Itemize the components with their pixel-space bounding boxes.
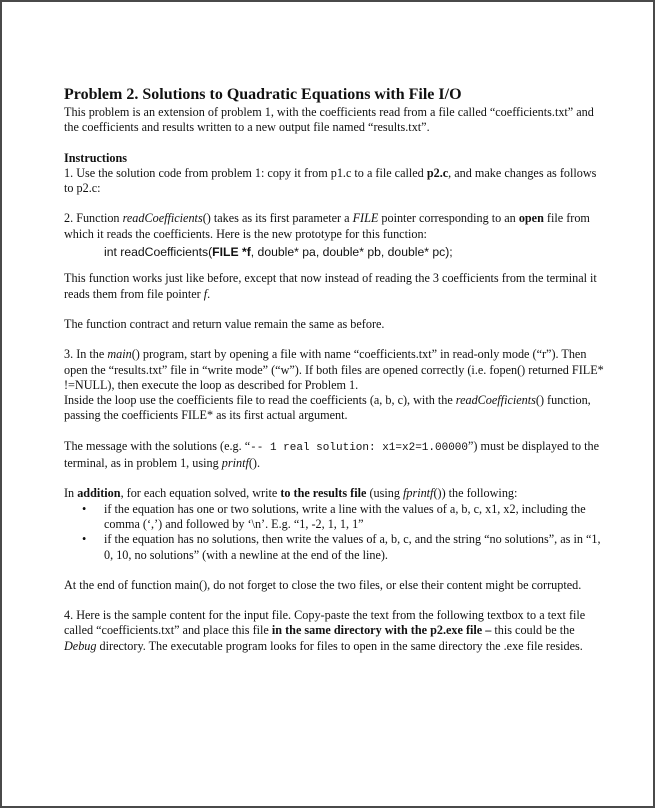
step-2-paragraph: 2. Function readCoefficients() takes as its first parameter a FILE pointer corresponding to an open file from which it reads the coefficients. Here is the new prototype for this function: xyxy=(64,211,590,241)
step-3-paragraph: 3. In the main() program, start by opening a file with name “coefficients.txt” in read-only mode (“r”). Then open the “results.txt” file in “write mode” (“w”). If both files are opened correctly (i.e. fopen() returned FILE* !=NULL), then execute the loop as described for Problem 1. Inside the loop use the coefficients file to read the coefficients (a, b, c), with the readCoefficients() function, passing the coefficients FILE* as its first actual argument. xyxy=(64,347,604,423)
step-4-paragraph: 4. Here is the sample content for the input file. Copy-paste the text from the following textbox to a text file called “coefficients.txt” and place this file in the same directory with the p2.exe file – this could be the Debug directory. The executable program looks for files to open in the same directory the .exe file resides. xyxy=(64,608,586,653)
results-bullet-list xyxy=(64,502,604,563)
list-item: • if the equation has one or two solutions, write a line with the values of a, b, c, x1, x2, including the comma (‘,’) and followed by ‘\n’. E.g. “1, -2, 1, 1, 1” xyxy=(82,501,586,531)
reading-explanation: This function works just like before, except that now instead of reading the 3 coefficients from the terminal it reads them from file pointer f. xyxy=(64,271,597,301)
close-files-paragraph: At the end of function main(), do not forget to close the two files, or else their content might be corrupted. xyxy=(64,577,582,592)
addition-paragraph: In addition, for each equation solved, write to the results file (using fprintf()) the following: xyxy=(64,486,518,501)
instructions-heading: Instructions xyxy=(64,150,127,165)
document-content xyxy=(64,86,604,654)
intro-paragraph: This problem is an extension of problem 1, with the coefficients read from a file called “coefficients.txt” and the coefficients and results written to a new output file named “results.txt”. xyxy=(64,105,594,135)
bullet-icon: • xyxy=(82,501,87,516)
step-1-paragraph: 1. Use the solution code from problem 1: copy it from p1.c to a file called p2.c, and make changes as follows to p2.c: xyxy=(64,165,597,196)
list-item: • if the equation has no solutions, then write the values of a, b, c, and the string “no solutions”, as in “1, 0, 10, no solutions” (with a newline at the end of the line). xyxy=(82,532,601,562)
function-prototype: int readCoefficients(FILE *f, double* pa, double* pb, double* pc); xyxy=(104,245,453,260)
bullet-icon: • xyxy=(82,532,87,547)
contract-paragraph: The function contract and return value remain the same as before. xyxy=(64,316,385,331)
message-paragraph: The message with the solutions (e.g. “-- 1 real solution: x1=x2=1.00000”) must be displayed to the terminal, as in problem 1, using printf(). xyxy=(64,438,600,471)
problem-title: Problem 2. Solutions to Quadratic Equations with File I/O xyxy=(64,86,462,103)
